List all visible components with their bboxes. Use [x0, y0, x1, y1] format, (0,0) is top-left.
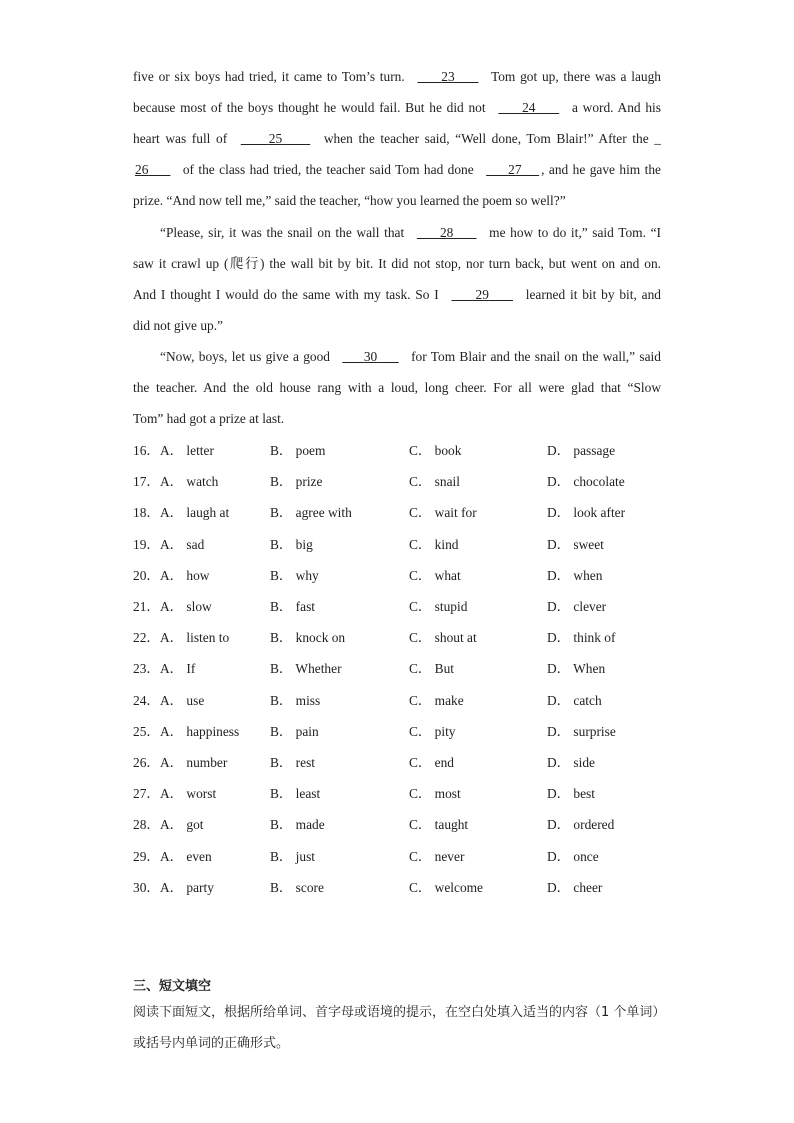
- passage-line: five or six boys had tried, it came to Tom’s turn. 23 Tom got up, there was a laugh: [133, 69, 661, 84]
- passage-line: saw it crawl up (爬行) the wall bit by bit. It did not stop, nor turn back, but went on and on.: [133, 256, 661, 271]
- blank-26: 26: [135, 162, 149, 177]
- option-c: C． stupid: [409, 599, 468, 614]
- passage-line: because most of the boys thought he would fail. But he did not 24 a word. And his: [133, 100, 661, 115]
- question-17: 17． A． watch B． prize C． snail D． chocolate: [133, 466, 693, 497]
- option-b: B． least: [270, 786, 321, 801]
- option-d: D． sweet: [547, 537, 604, 552]
- option-c: C． But: [409, 661, 455, 676]
- option-b: B． why: [270, 568, 319, 583]
- passage-line: And I thought I would do the same with my task. So I 29 learned it bit by bit, and: [133, 287, 661, 302]
- option-c: C． shout at: [409, 630, 477, 645]
- option-c: C． snail: [409, 474, 460, 489]
- blank-30: 30: [363, 349, 378, 364]
- passage-paragraph-2: [133, 217, 661, 310]
- question-16: 16． A． letter B． poem C． book D． passage: [133, 435, 693, 466]
- passage-paragraph-2-end: [133, 310, 661, 341]
- option-a: A． worst: [160, 786, 217, 801]
- option-b: B． miss: [270, 693, 321, 708]
- option-c: C． welcome: [409, 880, 484, 895]
- option-a: A． even: [160, 849, 212, 864]
- option-b: B． agree with: [270, 505, 352, 520]
- passage-line: prize. “And now tell me,” said the teacher, “how you learned the poem so well?”: [133, 193, 566, 208]
- option-a: A． If: [160, 661, 196, 676]
- question-28: 28． A． got B． made C． taught D． ordered: [133, 809, 693, 840]
- option-c: C． end: [409, 755, 455, 770]
- option-b: B． Whether: [270, 661, 342, 676]
- blank-25: 25: [268, 131, 283, 146]
- option-a: A． listen to: [160, 630, 230, 645]
- question-26: 26． A． number B． rest C． end D． side: [133, 747, 693, 778]
- option-b: B． made: [270, 817, 325, 832]
- passage-paragraph-1-end: [133, 185, 661, 216]
- option-a: A． happiness: [160, 724, 240, 739]
- question-19: 19． A． sad B． big C． kind D． sweet: [133, 529, 693, 560]
- option-d: D． think of: [547, 630, 616, 645]
- passage-paragraph-1: [133, 61, 661, 185]
- passage-paragraph-3-end: [133, 403, 661, 434]
- option-d: D． catch: [547, 693, 602, 708]
- option-d: D． clever: [547, 599, 607, 614]
- option-d: D． once: [547, 849, 599, 864]
- option-a: A． laugh at: [160, 505, 230, 520]
- passage-line: heart was full of 25 when the teacher said, “Well done, Tom Blair!” After the _: [133, 131, 661, 146]
- option-d: D． surprise: [547, 724, 616, 739]
- passage-line: the teacher. And the old house rang with a loud, long cheer. For all were glad that “Slow: [133, 380, 661, 395]
- question-30: 30． A． party B． score C． welcome D． cheer: [133, 872, 693, 903]
- blank-24: 24: [522, 100, 536, 115]
- option-c: C． book: [409, 443, 462, 458]
- option-a: A． sad: [160, 537, 205, 552]
- option-a: A． watch: [160, 474, 219, 489]
- question-18: 18． A． laugh at B． agree with C． wait for D． look after: [133, 497, 693, 528]
- option-d: D． cheer: [547, 880, 603, 895]
- option-b: B． rest: [270, 755, 316, 770]
- option-b: B． knock on: [270, 630, 346, 645]
- blank-28: 28: [439, 225, 454, 240]
- option-c: C． pity: [409, 724, 456, 739]
- question-22: 22． A． listen to B． knock on C． shout at D． think of: [133, 622, 693, 653]
- option-b: B． prize: [270, 474, 323, 489]
- question-23: 23． A． If B． Whether C． But D． When: [133, 653, 693, 684]
- option-a: A． letter: [160, 443, 214, 458]
- question-20: 20． A． how B． why C． what D． when: [133, 560, 693, 591]
- question-24: 24． A． use B． miss C． make D． catch: [133, 685, 693, 716]
- option-d: D． ordered: [547, 817, 615, 832]
- option-d: D． best: [547, 786, 595, 801]
- option-c: C． wait for: [409, 505, 477, 520]
- passage-line: “Now, boys, let us give a good 30 for Tom Blair and the snail on the wall,” said: [160, 349, 661, 364]
- option-b: B． fast: [270, 599, 316, 614]
- option-d: D． side: [547, 755, 595, 770]
- passage-line: 26 of the class had tried, the teacher said Tom had done 27 , and he gave him the: [135, 162, 661, 177]
- option-d: D． when: [547, 568, 603, 583]
- section-instruction: 阅读下面短文，根据所给单词、首字母或语境的提示，在空白处填入适当的内容（1 个单词）或括号内单词的正确形式。: [133, 1005, 659, 1051]
- question-27: 27． A． worst B． least C． most D． best: [133, 778, 693, 809]
- option-b: B． just: [270, 849, 316, 864]
- option-d: D． When: [547, 661, 606, 676]
- blank-29: 29: [475, 287, 489, 302]
- option-c: C． make: [409, 693, 464, 708]
- option-a: A． use: [160, 693, 205, 708]
- option-a: A． slow: [160, 599, 212, 614]
- option-b: B． score: [270, 880, 324, 895]
- option-c: C． kind: [409, 537, 459, 552]
- blank-23: 23: [441, 69, 455, 84]
- option-a: A． number: [160, 755, 228, 770]
- option-a: A． how: [160, 568, 210, 583]
- passage-line: “Please, sir, it was the snail on the wall that 28 me how to do it,” said Tom. “I: [160, 225, 661, 240]
- option-d: D． passage: [547, 443, 616, 458]
- blank-27: 27: [508, 162, 522, 177]
- option-b: B． big: [270, 537, 313, 552]
- question-29: 29． A． even B． just C． never D． once: [133, 841, 693, 872]
- passage-line: Tom” had got a prize at last.: [133, 411, 285, 426]
- option-a: A． party: [160, 880, 214, 895]
- option-c: C． most: [409, 786, 461, 801]
- question-25: 25． A． happiness B． pain C． pity D． surprise: [133, 716, 693, 747]
- option-c: C． what: [409, 568, 461, 583]
- option-d: D． chocolate: [547, 474, 625, 489]
- option-b: B． pain: [270, 724, 319, 739]
- passage-line: did not give up.”: [133, 318, 224, 333]
- option-d: D． look after: [547, 505, 626, 520]
- option-c: C． never: [409, 849, 465, 864]
- section-title: 三、短文填空: [133, 979, 212, 994]
- option-c: C． taught: [409, 817, 469, 832]
- passage-paragraph-3: [133, 341, 661, 403]
- option-b: B． poem: [270, 443, 326, 458]
- question-21: 21． A． slow B． fast C． stupid D． clever: [133, 591, 693, 622]
- option-a: A． got: [160, 817, 204, 832]
